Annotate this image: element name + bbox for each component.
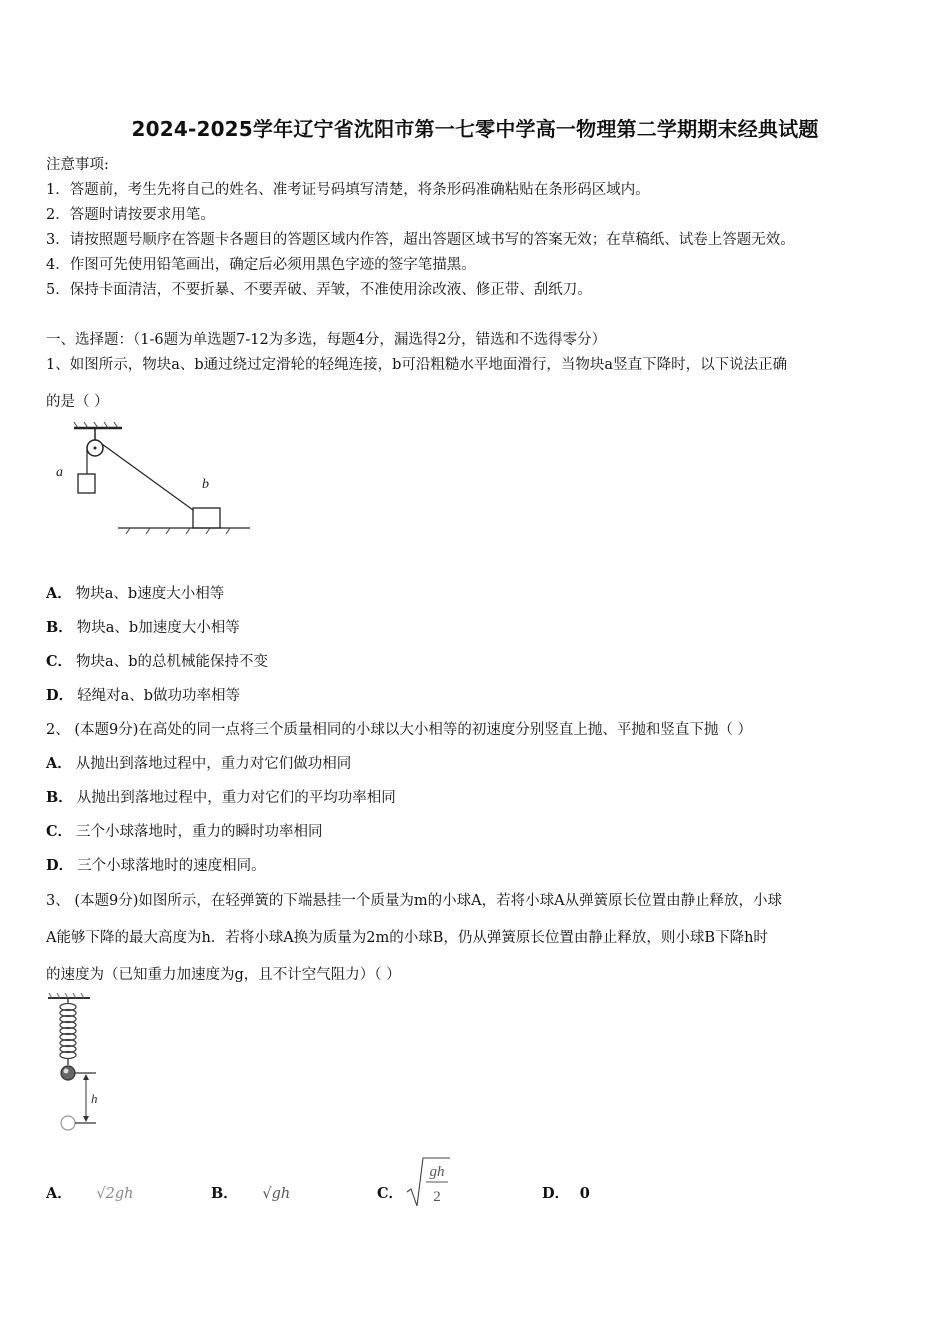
label-a: a: [56, 465, 63, 480]
q1-stem-line1: 1、如图所示，物块a、b通过绕过定滑轮的轻绳连接，b可沿粗糙水平地面滑行，当物块a竖直下降时，以下说法正确: [46, 357, 788, 373]
option-math: √2gh: [96, 1186, 134, 1202]
notice-item-3: 3．请按照题号顺序在答题卡各题目的答题区域内作答，超出答题区域书写的答案无效；在草稿纸、试卷上答题无效。: [46, 232, 795, 248]
option-letter: C．: [377, 1185, 404, 1202]
option-text: 轻绳对a、b做功功率相等: [77, 688, 241, 704]
option-math: √gh: [262, 1186, 291, 1202]
q3-stem-line1: 3、 (本题9分)如图所示，在轻弹簧的下端悬挂一个质量为m的小球A，若将小球A从弹簧原长位置由静止释放，小球: [46, 893, 783, 909]
option-text: 三个小球落地时的速度相同。: [77, 858, 266, 874]
option-letter: A．: [46, 755, 72, 772]
page-title: 2024-2025学年辽宁省沈阳市第一七零中学高一物理第二学期期末经典试题: [131, 117, 819, 141]
option-letter: A．: [46, 585, 72, 602]
q3-stem-line3: 的速度为（已知重力加速度为g，且不计空气阻力）（ ）: [46, 967, 401, 983]
label-b: b: [202, 477, 209, 492]
q3-option-d[interactable]: [542, 1182, 590, 1203]
q2-option-d[interactable]: [46, 854, 266, 875]
notice-item-1: 1．答题前，考生先将自己的姓名、准考证号码填写清楚，将条形码准确粘贴在条形码区域内。: [46, 182, 650, 198]
option-letter: C．: [46, 823, 73, 840]
q3-option-b[interactable]: [211, 1182, 290, 1203]
q2-option-a[interactable]: [46, 752, 351, 773]
option-letter: B．: [211, 1185, 238, 1202]
option-letter: A．: [46, 1185, 72, 1202]
option-text: 从抛出到落地过程中，重力对它们的平均功率相同: [76, 790, 396, 806]
label-h: h: [91, 1091, 98, 1106]
c-numerator: gh: [429, 1164, 445, 1180]
spring-diagram: [44, 993, 114, 1133]
option-text: 物块a、b加速度大小相等: [76, 620, 240, 636]
option-letter: B．: [46, 619, 73, 636]
option-letter: D．: [542, 1185, 570, 1202]
q3-option-a[interactable]: [46, 1182, 133, 1203]
notice-heading: 注意事项:: [46, 157, 109, 173]
option-letter: D．: [46, 857, 74, 874]
option-letter: D．: [46, 687, 74, 704]
option-text: 物块a、b速度大小相等: [75, 586, 225, 602]
notice-item-2: 2．答题时请按要求用笔。: [46, 207, 215, 223]
q2-option-c[interactable]: [46, 820, 323, 841]
q2-option-b[interactable]: [46, 786, 396, 807]
q1-option-a[interactable]: [46, 582, 224, 603]
q1-option-b[interactable]: [46, 616, 240, 637]
option-letter: B．: [46, 789, 73, 806]
c-denominator: 2: [433, 1189, 441, 1205]
q3-stem-line2: A能够下降的最大高度为h．若将小球A换为质量为2m的小球B，仍从弹簧原长位置由静止释放，则小球B下降h时: [46, 930, 768, 946]
q1-stem-line2: 的是（ ）: [46, 394, 109, 410]
fraction-sqrt-math: [404, 1154, 454, 1210]
option-text: 三个小球落地时，重力的瞬时功率相同: [76, 824, 323, 840]
q1-option-c[interactable]: [46, 650, 268, 671]
pulley-diagram: [50, 418, 260, 536]
option-letter: C．: [46, 653, 73, 670]
section-heading: 一、选择题：（1-6题为单选题7-12为多选，每题4分，漏选得2分，错选和不选得零分）: [46, 332, 607, 348]
option-text: 从抛出到落地过程中，重力对它们做功相同: [75, 756, 352, 772]
option-text: 物块a、b的总机械能保持不变: [76, 654, 268, 670]
notice-item-4: 4．作图可先使用铅笔画出，确定后必须用黑色字迹的签字笔描黑。: [46, 257, 476, 273]
q2-stem: 2、 (本题9分)在高处的同一点将三个质量相同的小球以大小相等的初速度分别竖直上抛、平抛和竖直下抛（ ）: [46, 722, 752, 738]
option-text: 0: [579, 1185, 590, 1202]
q1-option-d[interactable]: [46, 684, 240, 705]
notice-item-5: 5．保持卡面清洁，不要折暴、不要弄破、弄皱，不准使用涂改液、修正带、刮纸刀。: [46, 282, 592, 298]
